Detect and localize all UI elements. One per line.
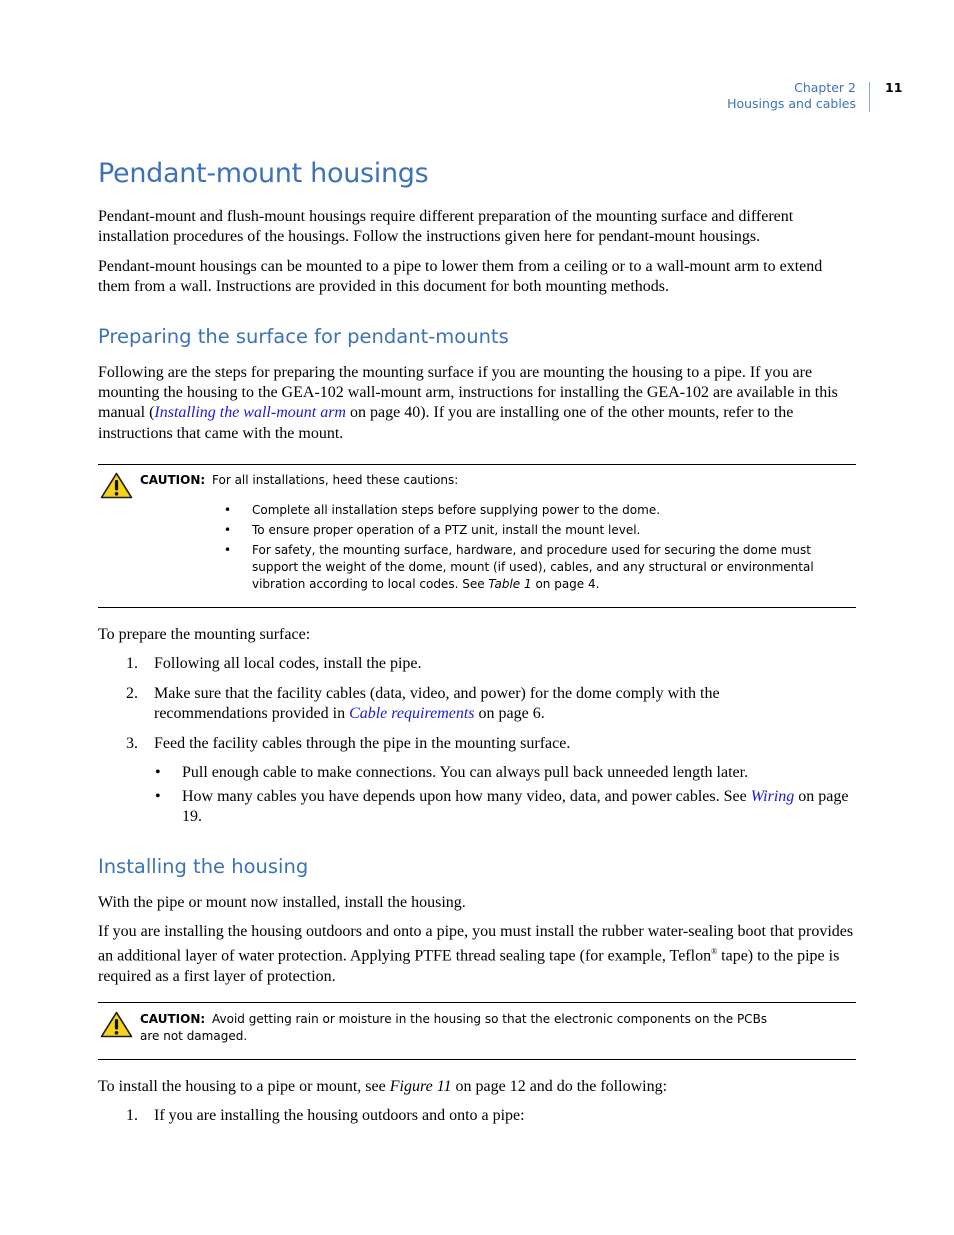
caution-text: Avoid getting rain or moisture in the housing so that the electronic components on the PCBs are not damaged. (140, 1012, 768, 1043)
step-2-tail: on page 6. (474, 705, 545, 723)
caution-bullet-marker: • (224, 543, 232, 557)
install-lead-tail: on page 12 and do the following: (451, 1078, 668, 1095)
step-number: 1. (126, 1107, 138, 1124)
step-number: 3. (126, 735, 138, 752)
step-number: 1. (126, 655, 138, 672)
step-3-bullet-1: Pull enough cable to make connections. You can always pull back unneeded length later. (182, 764, 749, 781)
running-header-chapter: Chapter 2 (794, 80, 856, 95)
step-3-bullet-2-text: How many cables you have depends upon how many video, data, and power cables. See (182, 788, 751, 805)
section2-paragraph-2 (98, 922, 858, 987)
registered-mark: ® (711, 947, 718, 957)
caution-top-rule (98, 1002, 856, 1003)
caution-bullet-3-tail: on page 4. (531, 577, 600, 591)
section1-text-before: Following are the steps for preparing the mounting surface if you are mounting the housing to a pipe. If you are mounting the housing to the GEA-102 wall-mount arm, instructions for installing the GEA-102 are available in this manual ( (98, 364, 838, 422)
section1-paragraph (98, 363, 858, 444)
caution-bottom-rule (98, 607, 856, 608)
page-number: 11 (885, 80, 903, 95)
step-number: 2. (126, 685, 138, 702)
sub-bullet-marker: • (155, 764, 161, 781)
step-1: Following all local codes, install the pipe. (154, 655, 422, 672)
caution-top-rule (98, 464, 856, 465)
section-heading-preparing: Preparing the surface for pendant-mounts (98, 325, 509, 348)
caution-bullet-3 (252, 542, 842, 593)
section2-tail: tape) to the pipe is required as a first layer of protection. (98, 947, 840, 985)
page-title: Pendant-mount housings (98, 158, 429, 189)
step-2-text: Make sure that the facility cables (data, video, and power) for the dome comply with the recommendations provided in (154, 685, 720, 723)
section1-text-after: on page 40). If you are installing one of the other mounts, refer to the instructions that came with the mount. (98, 404, 794, 442)
figure-reference: Figure 11 (389, 1078, 452, 1095)
caution-bullet-2: To ensure proper operation of a PTZ unit, install the mount level. (252, 523, 641, 537)
caution-bottom-rule (98, 1059, 856, 1060)
caution-label: CAUTION: (140, 1012, 206, 1026)
section2-paragraph-1: With the pipe or mount now installed, install the housing. (98, 894, 466, 911)
step-2 (154, 684, 764, 724)
link-wiring[interactable]: Wiring (750, 788, 795, 805)
step-3-bullet-2 (182, 787, 857, 827)
link-installing-wall-mount-arm[interactable]: Installing the wall-mount arm (154, 404, 346, 422)
step-3: Feed the facility cables through the pipe in the mounting surface. (154, 735, 571, 752)
intro-paragraph-1: Pendant-mount and flush-mount housings require different preparation of the mounting surface and different installation procedures of the housings. Follow the instructions given here for pendant-mount housings. (98, 208, 794, 246)
section2-text: If you are installing the housing outdoors and onto a pipe, you must install the rubber water-sealing boot that provides an additional layer of water protection. Applying PTFE thread sealing tape (for example, Teflon (98, 923, 854, 965)
install-lead (98, 1077, 858, 1097)
caution-bullet-marker: • (224, 503, 232, 517)
table-reference: Table 1 (488, 577, 532, 591)
section-heading-installing: Installing the housing (98, 855, 309, 878)
link-cable-requirements[interactable]: Cable requirements (349, 705, 475, 723)
caution-note-1 (140, 472, 458, 489)
intro-paragraph-2: Pendant-mount housings can be mounted to a pipe to lower them from a ceiling or to a wall-mount arm to extend them from a wall. Instructions are provided in this document for both mounting methods. (98, 258, 823, 296)
step-3-bullet-2-tail: on page 19. (182, 788, 849, 826)
running-header-section: Housings and cables (727, 96, 856, 111)
steps-lead: To prepare the mounting surface: (98, 626, 311, 643)
warning-triangle-icon (100, 472, 133, 499)
caution-label: CAUTION: (140, 473, 206, 487)
caution-bullet-1: Complete all installation steps before supplying power to the dome. (252, 503, 661, 517)
caution-bullet-marker: • (224, 523, 232, 537)
caution-text: For all installations, heed these cautions: (212, 473, 459, 487)
caution-note-2 (126, 1011, 785, 1045)
install-lead-text: To install the housing to a pipe or mount, see (98, 1078, 390, 1095)
install-step-1: If you are installing the housing outdoors and onto a pipe: (154, 1107, 525, 1124)
sub-bullet-marker: • (155, 788, 161, 805)
caution-bullet-3-text: For safety, the mounting surface, hardware, and procedure used for securing the dome must support the weight of the dome, mount (if used), cables, and any structural or environmental vibration according to local codes. See (252, 543, 814, 591)
header-divider (869, 82, 870, 112)
